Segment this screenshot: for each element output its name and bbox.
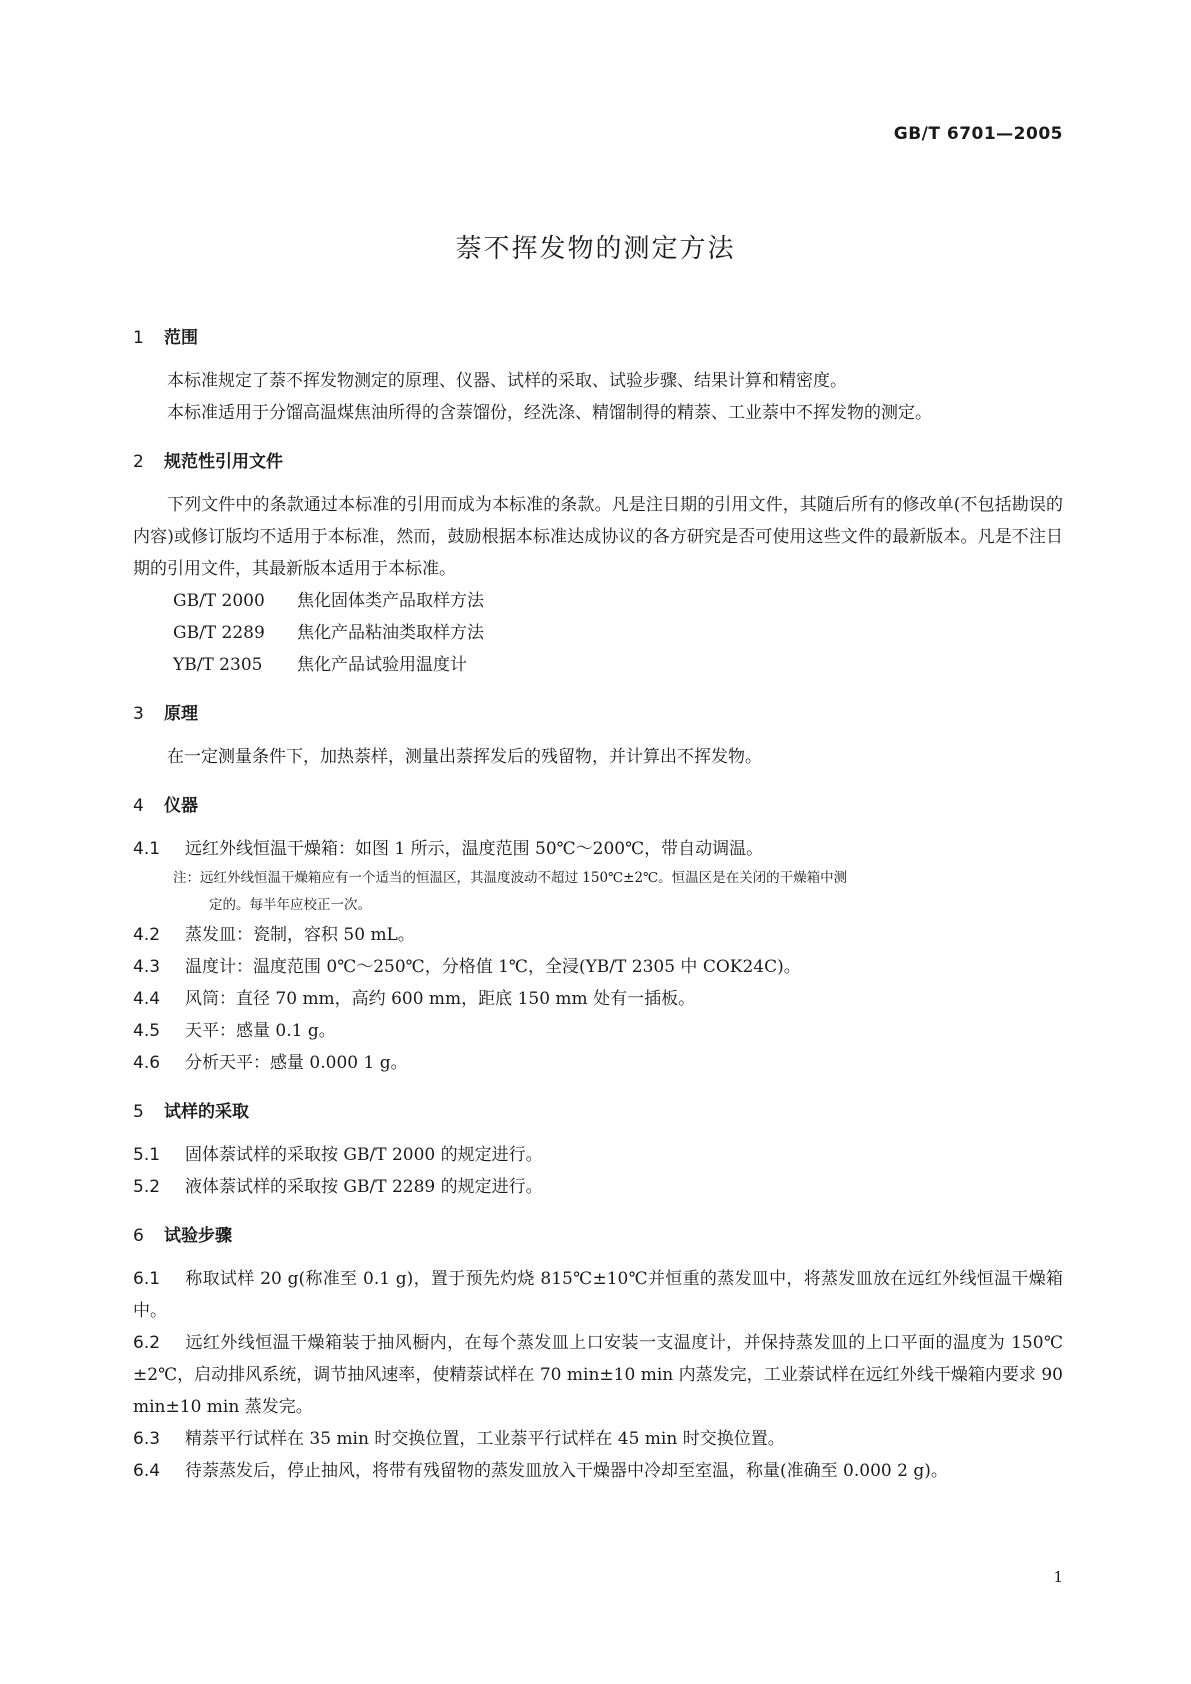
reference-item: GB/T 2000 焦化固体类产品取样方法 bbox=[173, 591, 484, 611]
section-4-heading: 4 仪器 bbox=[133, 796, 198, 816]
clause-item: 6.3 精萘平行试样在 35 min 时交换位置，工业萘平行试样在 45 min 时交换位置。 bbox=[133, 1429, 785, 1449]
clause-item: 4.6 分析天平：感量 0.000 1 g。 bbox=[133, 1053, 408, 1073]
section-3-para: 在一定测量条件下，加热萘样，测量出萘挥发后的残留物，并计算出不挥发物。 bbox=[167, 747, 762, 767]
reference-item: GB/T 2289 焦化产品粘油类取样方法 bbox=[173, 623, 484, 643]
section-1-para-1: 本标准规定了萘不挥发物测定的原理、仪器、试样的采取、试验步骤、结果计算和精密度。 bbox=[167, 371, 847, 391]
document-title: 萘不挥发物的测定方法 bbox=[455, 234, 736, 264]
section-3-heading: 3 原理 bbox=[133, 704, 198, 724]
clause-item: 4.2 蒸发皿：瓷制，容积 50 mL。 bbox=[133, 925, 415, 945]
clause-item: 4.1 远红外线恒温干燥箱：如图 1 所示，温度范围 50℃～200℃，带自动调温。 bbox=[133, 839, 764, 859]
section-2-para: 下列文件中的条款通过本标准的引用而成为本标准的条款。凡是注日期的引用文件，其随后所有的修改单(不包括勘误的内容)或修订版均不适用于本标准，然而，鼓励根据本标准达成协议的各方研究是否可使用这些文件的最新版本。凡是不注日期的引用文件，其最新版本适用于本标准。 bbox=[133, 495, 1063, 579]
reference-item: YB/T 2305 焦化产品试验用温度计 bbox=[173, 655, 467, 675]
clause-item: 4.5 天平：感量 0.1 g。 bbox=[133, 1021, 336, 1041]
clause-item: 6.2 远红外线恒温干燥箱装于抽风橱内，在每个蒸发皿上口安装一支温度计，并保持蒸发皿的上口平面的温度为 150℃±2℃，启动排风系统，调节抽风速率，使精萘试样在 70 min±10 min 内蒸发完，工业萘试样在远红外线干燥箱内要求 90 min±10 min 蒸发完。 bbox=[133, 1333, 1063, 1417]
document-body bbox=[133, 325, 1063, 1487]
section-2-heading: 2 规范性引用文件 bbox=[133, 452, 283, 472]
clause-item: 4.3 温度计：温度范围 0℃～250℃，分格值 1℃，全浸(YB/T 2305 中 COK24C)。 bbox=[133, 957, 801, 977]
section-1-para-2: 本标准适用于分馏高温煤焦油所得的含萘馏份，经洗涤、精馏制得的精萘、工业萘中不挥发物的测定。 bbox=[167, 403, 932, 423]
section-1-heading: 1 范围 bbox=[133, 328, 198, 348]
standard-code: GB/T 6701—2005 bbox=[893, 124, 1063, 144]
clause-item: 5.2 液体萘试样的采取按 GB/T 2289 的规定进行。 bbox=[133, 1177, 543, 1197]
clause-item: 5.1 固体萘试样的采取按 GB/T 2000 的规定进行。 bbox=[133, 1145, 543, 1165]
clause-item: 6.1 称取试样 20 g(称准至 0.1 g)，置于预先灼烧 815℃±10℃并恒重的蒸发皿中，将蒸发皿放在远红外线恒温干燥箱中。 bbox=[133, 1269, 1063, 1321]
note-line-1: 注：远红外线恒温干燥箱应有一个适当的恒温区，其温度波动不超过 150℃±2℃。恒温区是在关闭的干燥箱中测 bbox=[173, 870, 848, 886]
section-6-heading: 6 试验步骤 bbox=[133, 1226, 232, 1246]
clause-item: 6.4 待萘蒸发后，停止抽风，将带有残留物的蒸发皿放入干燥器中冷却至室温，称量(准确至 0.000 2 g)。 bbox=[133, 1461, 948, 1481]
page-number: 1 bbox=[1053, 1568, 1063, 1586]
clause-item: 4.4 风筒：直径 70 mm，高约 600 mm，距底 150 mm 处有一插板。 bbox=[133, 989, 696, 1009]
section-5-heading: 5 试样的采取 bbox=[133, 1102, 249, 1122]
note-line-2: 定的。每半年应校正一次。 bbox=[209, 897, 371, 913]
